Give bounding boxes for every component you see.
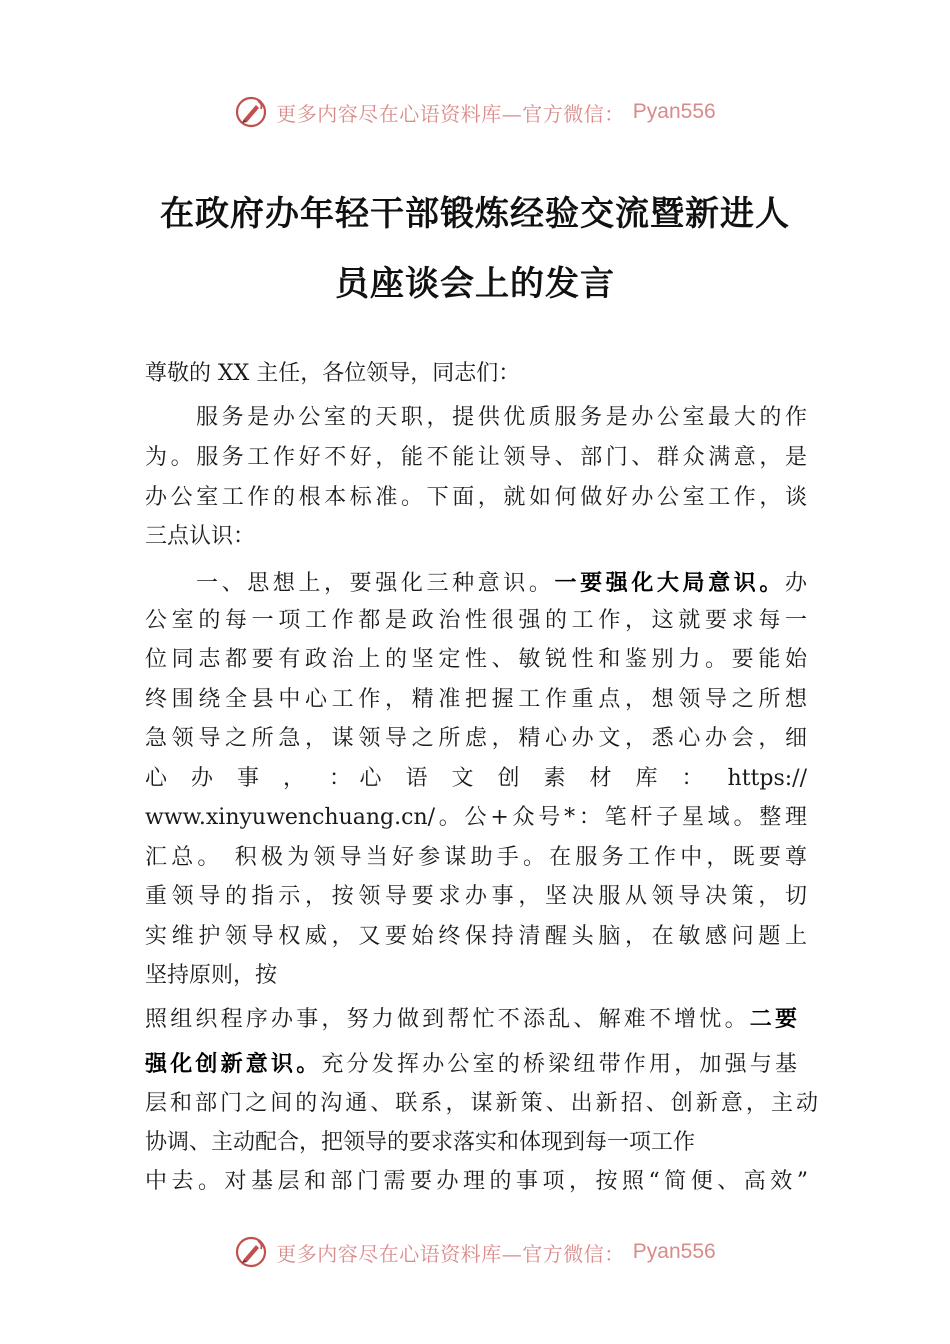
body-line-05: 三点认识： xyxy=(145,524,256,549)
watermark-text: 更多内容尽在心语资料库—官方微信： xyxy=(276,101,625,126)
watermark-text: 更多内容尽在心语资料库—官方微信： xyxy=(276,1241,625,1266)
body-line-13: 汇总。 积极为领导当好参谋助手。在服务工作中，既要尊 xyxy=(145,845,807,870)
body-line-03: 为。服务工作好不好，能不能让领导、部门、群众满意，是 xyxy=(145,445,807,470)
body-line-20: 协调、主动配合，把领导的要求落实和体现到每一项工作 xyxy=(145,1130,696,1155)
body-line-04: 办公室工作的根本标准。下面，就如何做好办公室工作，谈 xyxy=(145,485,807,510)
watermark-account: Pyan556 xyxy=(632,1240,716,1263)
section-heading-1: 一、思想上，要强化三种意识。 xyxy=(196,571,555,596)
body-line-18-text: 充分发挥办公室的桥梁纽带作用，加强与基 xyxy=(321,1052,797,1077)
bold-point-2-start: 二要 xyxy=(749,1007,797,1032)
footer-watermark xyxy=(0,1232,950,1272)
body-line-18 xyxy=(145,1050,797,1080)
bold-point-1: 一要强化大局意识。 xyxy=(554,571,785,596)
body-line-10: 急领导之所急，谋领导之所虑，精心办文，悉心办会，细 xyxy=(145,726,807,751)
body-line-11: 心 办 事 ， ：心 语 文 创 素 材 库 ： https:// xyxy=(145,766,807,791)
pen-logo-icon xyxy=(234,1235,268,1269)
body-line-06 xyxy=(196,569,807,599)
body-line-15: 实维护领导权威，又要始终保持清醒头脑，在敏感问题上 xyxy=(145,924,807,949)
body-line-07: 公室的每一项工作都是政治性很强的工作，这就要求每一 xyxy=(145,608,807,633)
watermark-account: Pyan556 xyxy=(632,100,716,123)
salutation: 尊敬的 XX 主任，各位领导，同志们： xyxy=(145,361,521,386)
body-line-14: 重领导的指示，按领导要求办事，坚决服从领导决策，切 xyxy=(145,884,807,909)
body-line-09: 终围绕全县中心工作，精准把握工作重点，想领导之所想 xyxy=(145,687,807,712)
body-line-17-text: 照组织程序办事，努力做到帮忙不添乱、解难不增忧。 xyxy=(145,1007,750,1032)
body-line-17 xyxy=(145,1005,797,1035)
bold-point-2-end: 强化创新意识。 xyxy=(145,1052,322,1077)
pen-logo-icon xyxy=(234,95,268,129)
body-line-21: 中去。对基层和部门需要办理的事项，按照“简便、高效” xyxy=(145,1169,808,1194)
body-line-19: 层和部门之间的沟通、联系，谋新策、出新招、创新意，主动 xyxy=(145,1091,818,1116)
header-watermark xyxy=(0,92,950,132)
body-line-12: www.xinyuwenchuang.cn/。公+众号*：笔杆子星域。整理 xyxy=(145,805,807,830)
body-line-08: 位同志都要有政治上的坚定性、敏锐性和鉴别力。要能始 xyxy=(145,647,807,672)
page-title-line-2: 员座谈会上的发言 xyxy=(335,264,615,304)
body-line-02: 服务是办公室的天职，提供优质服务是办公室最大的作 xyxy=(196,405,807,430)
body-line-06-end: 办 xyxy=(784,571,807,596)
page-title-line-1: 在政府办年轻干部锻炼经验交流暨新进人 xyxy=(160,194,790,234)
body-line-16: 坚持原则，按 xyxy=(145,963,278,988)
